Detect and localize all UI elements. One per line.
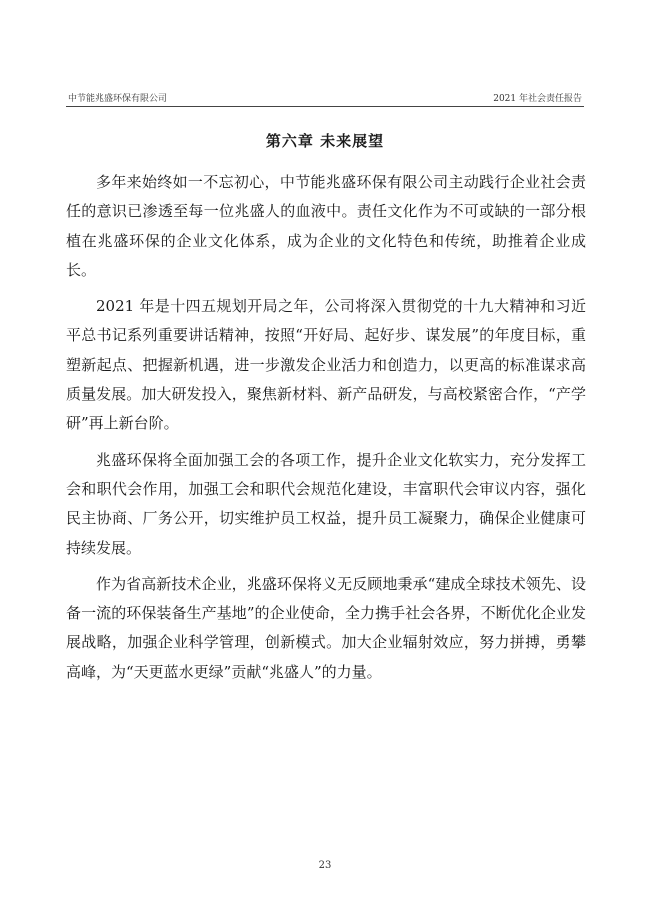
body-text — [66, 168, 586, 694]
paragraph-4: 作为省高新技术企业，兆盛环保将义无反顾地秉承“建成全球技术领先、设备一流的环保装备生产基地”的企业使命，全力携手社会各界，不断优化企业发展战略，加强企业科学管理，创新模式。加大企业辐射效应，努力拼搏，勇攀高峰，为“天更蓝水更绿”贡献“兆盛人”的力量。 — [66, 574, 586, 681]
paragraph-2: 2021 年是十四五规划开局之年，公司将深入贯彻党的十九大精神和习近平总书记系列重要讲话精神，按照“开好局、起好步、谋发展”的年度目标，重塑新起点、把握新机遇，进一步激发企业活力和创造力，以更高的标准谋求高质量发展。加大研发投入，聚焦新材料、新产品研发，与高校紧密合作，“产学研”再上新台阶。 — [66, 297, 586, 433]
chapter-title: 第六章 未来展望 — [265, 132, 385, 150]
header-divider — [66, 106, 584, 107]
header-company-name: 中节能兆盛环保有限公司 — [68, 94, 168, 104]
paragraph-3: 兆盛环保将全面加强工会的各项工作，提升企业文化软实力，充分发挥工会和职代会作用，加强工会和职代会规范化建设，丰富职代会审议内容，强化民主协商、厂务公开，切实维护员工权益，提升员工凝聚力，确保企业健康可持续发展。 — [66, 450, 586, 557]
page-number: 23 — [318, 860, 332, 871]
paragraph-1: 多年来始终如一不忘初心，中节能兆盛环保有限公司主动践行企业社会责任的意识已渗透至每一位兆盛人的血液中。责任文化作为不可或缺的一部分根植在兆盛环保的企业文化体系，成为企业的文化特色和传统，助推着企业成长。 — [66, 173, 586, 279]
header-report-title: 2021 年社会责任报告 — [493, 94, 582, 104]
